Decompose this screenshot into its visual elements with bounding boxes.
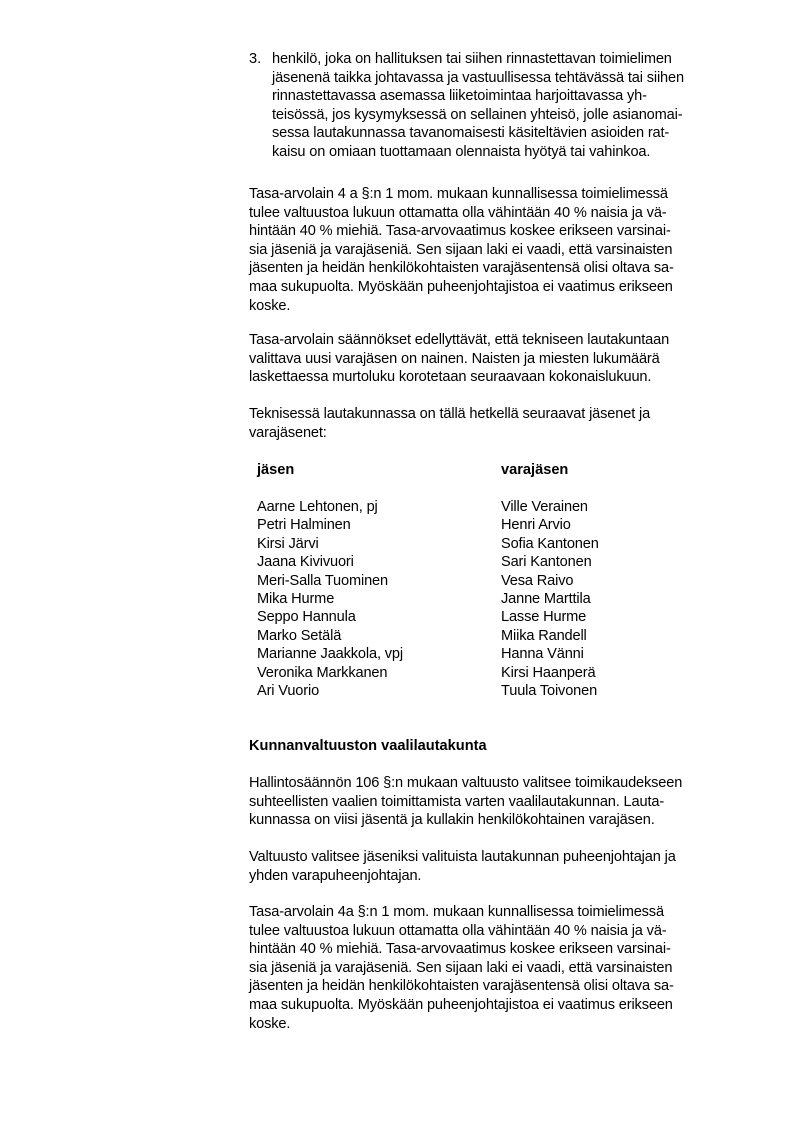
text-line: Hallintosäännön 106 §:n mukaan valtuusto valitsee toimikaudekseen <box>249 775 683 791</box>
deputies-column <box>501 498 599 700</box>
text-line: rinnastettavassa asemassa liiketoimintaa harjoittavassa yh- <box>272 88 647 105</box>
text-line: henkilö, joka on hallituksen tai siihen rinnastettavan toimielimen <box>272 51 672 67</box>
text-line: koske. <box>249 297 291 314</box>
text-line: kunnassa on viisi jäsentä ja kullakin henkilökohtainen varajäsen. <box>249 812 655 829</box>
list-item-number: 3. <box>249 51 262 67</box>
text-line: jäsenten ja heidän henkilökohtaisten varajäsentensä olisi oltava sa- <box>249 260 674 277</box>
text-line: laskettaessa murtoluku korotetaan seuraavaan kokonaislukuun. <box>249 369 652 386</box>
member-name: Marko Setälä <box>257 627 342 644</box>
text-line: Teknisessä lautakunnassa on tällä hetkellä seuraavat jäsenet ja <box>249 406 651 422</box>
deputy-name: Lasse Hurme <box>501 609 587 626</box>
column-header-deputy: varajäsen <box>501 462 569 478</box>
section-heading: Kunnanvaltuuston vaalilautakunta <box>249 738 487 754</box>
deputy-name: Miika Randell <box>501 627 587 644</box>
deputy-name: Sari Kantonen <box>501 554 592 571</box>
text-line: hintään 40 % miehiä. Tasa-arvovaatimus koskee erikseen varsinai- <box>249 223 671 240</box>
text-line: kaisu on omiaan tuottamaan olennaista hyötyä tai vahinkoa. <box>272 143 651 160</box>
members-column <box>257 498 403 700</box>
member-name: Mika Hurme <box>257 591 335 608</box>
member-name: Petri Halminen <box>257 517 351 534</box>
deputy-name: Hanna Vänni <box>501 646 584 663</box>
text-line: Valtuusto valitsee jäseniksi valituista lautakunnan puheenjohtajan ja <box>249 849 676 865</box>
deputy-name: Kirsi Haanperä <box>501 664 596 681</box>
text-line: Tasa-arvolain 4a §:n 1 mom. mukaan kunnallisessa toimielimessä <box>249 904 664 920</box>
text-line: koske. <box>249 1015 291 1032</box>
text-line: suhteellisten vaalien toimittamista varten vaalilautakunnan. Lauta- <box>249 793 665 810</box>
member-name: Veronika Markkanen <box>257 664 388 681</box>
text-line: maa sukupuolta. Myöskään puheenjohtajistoa ei vaatimus erikseen <box>249 278 673 295</box>
text-line: yhden varapuheenjohtajan. <box>249 867 422 884</box>
column-header-member: jäsen <box>257 462 295 478</box>
text-line: jäsenenä taikka johtavassa ja vastuullisessa tehtävässä tai siihen <box>272 69 684 86</box>
text-line: sia jäseniä ja varajäseniä. Sen sijaan laki ei vaadi, että varsinaisten <box>249 959 673 976</box>
text-line: varajäsenet: <box>249 424 327 441</box>
deputy-name: Tuula Toivonen <box>501 683 598 700</box>
member-name: Jaana Kivivuori <box>257 554 354 571</box>
member-name: Ari Vuorio <box>257 683 320 700</box>
text-line: jäsenten ja heidän henkilökohtaisten varajäsentensä olisi oltava sa- <box>249 978 674 995</box>
text-line: teisössä, jos kysymyksessä on sellainen yhteisö, jolle asianomai- <box>272 106 683 123</box>
text-line: tulee valtuustoa lukuun ottamatta olla vähintään 40 % naisia ja vä- <box>249 204 667 221</box>
paragraph-current-members <box>249 405 729 442</box>
paragraph-gender-equality-1 <box>249 185 729 315</box>
text-line: sia jäseniä ja varajäseniä. Sen sijaan laki ei vaadi, että varsinaisten <box>249 241 673 258</box>
member-name: Aarne Lehtonen, pj <box>257 499 378 515</box>
paragraph-chair-selection <box>249 848 729 885</box>
text-line: Tasa-arvolain 4 a §:n 1 mom. mukaan kunnallisessa toimielimessä <box>249 186 668 202</box>
text-line: valittava uusi varajäsen on nainen. Naisten ja miesten lukumäärä <box>249 350 660 367</box>
deputy-name: Ville Verainen <box>501 499 588 515</box>
member-name: Seppo Hannula <box>257 609 356 626</box>
text-line: sessa lautakunnassa tavanomaisesti käsiteltävien asioiden rat- <box>272 125 670 142</box>
paragraph-election-board <box>249 774 729 830</box>
paragraph-provisions <box>249 331 729 387</box>
deputy-name: Vesa Raivo <box>501 572 574 589</box>
member-name: Kirsi Järvi <box>257 535 319 552</box>
text-line: hintään 40 % miehiä. Tasa-arvovaatimus koskee erikseen varsinai- <box>249 941 671 958</box>
text-line: maa sukupuolta. Myöskään puheenjohtajistoa ei vaatimus erikseen <box>249 996 673 1013</box>
text-line: tulee valtuustoa lukuun ottamatta olla vähintään 40 % naisia ja vä- <box>249 922 667 939</box>
deputy-name: Sofia Kantonen <box>501 535 599 552</box>
text-line: Tasa-arvolain säännökset edellyttävät, että tekniseen lautakuntaan <box>249 332 670 348</box>
list-item-3 <box>272 50 684 162</box>
deputy-name: Janne Marttila <box>501 591 591 608</box>
member-name: Meri-Salla Tuominen <box>257 572 388 589</box>
deputy-name: Henri Arvio <box>501 517 571 534</box>
member-name: Marianne Jaakkola, vpj <box>257 646 403 663</box>
paragraph-gender-equality-2 <box>249 903 729 1033</box>
